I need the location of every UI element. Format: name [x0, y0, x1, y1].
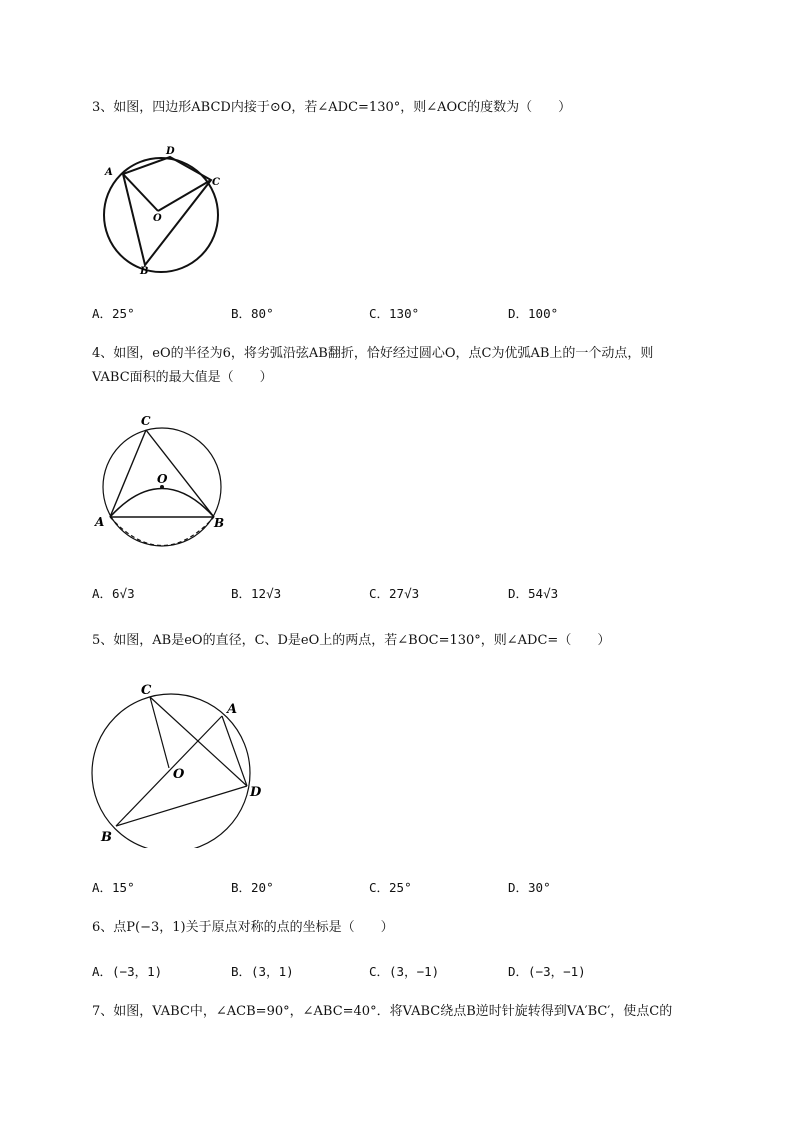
question-3-text: 3、如图，四边形ABCD内接于⊙O，若∠ADC=130°，则∠AOC的度数为（ ）	[92, 100, 572, 115]
question-3-figure	[95, 140, 235, 280]
question-4-text-line-1: 4、如图，eO的半径为6，将劣弧沿弦AB翻折，恰好经过圆心O，点C为优弧AB上的一个动点，则	[92, 346, 654, 361]
q4-option-d[interactable]: D．54√3	[508, 586, 559, 601]
q6-option-c[interactable]: C．(3，−1)	[369, 964, 440, 979]
q3-option-c[interactable]: C．130°	[369, 306, 420, 321]
q5-label-a: A	[227, 702, 238, 717]
q3-label-o: O	[153, 213, 162, 224]
q4-label-c: C	[141, 414, 151, 428]
q4-option-b[interactable]: B．12√3	[231, 586, 282, 601]
question-5-figure	[88, 678, 278, 848]
q3-label-b: B	[140, 266, 149, 277]
q3-label-a: A	[105, 167, 113, 178]
question-4-figure	[90, 410, 250, 560]
q4-label-a: A	[95, 515, 105, 529]
q3-option-d[interactable]: D．100°	[508, 306, 559, 321]
q4-option-a[interactable]: A．6√3	[92, 586, 135, 601]
q4-option-c[interactable]: C．27√3	[369, 586, 420, 601]
question-4-text-line-2: VABC面积的最大值是（ ）	[92, 370, 273, 385]
q5-option-a[interactable]: A．15°	[92, 880, 135, 895]
q3-option-a[interactable]: A．25°	[92, 306, 135, 321]
q5-label-c: C	[141, 683, 152, 698]
q6-option-d[interactable]: D．(−3，−1)	[508, 964, 586, 979]
q4-label-b: B	[214, 516, 225, 530]
question-6-text: 6、点P(−3，1)关于原点对称的点的坐标是（ ）	[92, 920, 394, 935]
q6-option-b[interactable]: B．(3，1)	[231, 964, 294, 979]
question-5-text: 5、如图，AB是eO的直径，C、D是eO上的两点，若∠BOC=130°，则∠ADC=（ ）	[92, 633, 611, 648]
q5-label-d: D	[250, 785, 262, 800]
q3-label-d: D	[166, 146, 175, 157]
q5-option-d[interactable]: D．30°	[508, 880, 551, 895]
q3-option-b[interactable]: B．80°	[231, 306, 274, 321]
q6-option-a[interactable]: A．(−3，1)	[92, 964, 163, 979]
q5-option-b[interactable]: B．20°	[231, 880, 274, 895]
q3-label-c: C	[212, 177, 220, 188]
q5-option-c[interactable]: C．25°	[369, 880, 412, 895]
q5-label-o: O	[173, 767, 185, 782]
q5-label-b: B	[101, 830, 112, 845]
q4-label-o: O	[157, 472, 168, 486]
question-7-text: 7、如图，VABC中，∠ACB=90°，∠ABC=40°．将VABC绕点B逆时针旋转得到VA′BC′，使点C的	[92, 1004, 673, 1019]
